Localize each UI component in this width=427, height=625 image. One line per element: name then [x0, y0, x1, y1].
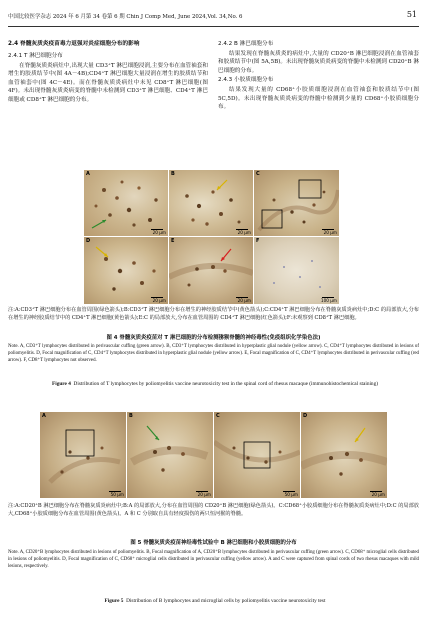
scale-bar	[151, 229, 163, 230]
figure-5-panel-d	[301, 412, 387, 498]
scale-bar	[370, 491, 382, 492]
panel-label: C	[216, 413, 220, 419]
paragraph-microglia: 结果发现大量的 CD68⁺小胶质细胞浸润在血管袖套和胶质结节中(图 5C,5D)。未出现脊髓灰质炎病变的脊髓中检测到少量的 CD68⁺小胶质细胞分布。	[218, 86, 419, 111]
panel-label: D	[303, 413, 308, 419]
figure-4-panel-b	[169, 170, 253, 236]
scale-bar	[236, 229, 248, 230]
scale-label: 20 μm	[237, 298, 251, 303]
page-number: 51	[406, 10, 417, 19]
scale-label: 50 μm	[110, 492, 124, 497]
figure-4-panel-c	[254, 170, 339, 236]
figure-4-panel-f	[254, 237, 339, 304]
tissue-texture	[40, 412, 126, 498]
panel-label: F	[256, 238, 260, 244]
panel-label: E	[171, 238, 175, 244]
scale-bar	[322, 297, 334, 298]
figure-5-panels	[40, 412, 387, 498]
figure-4-panel-a	[84, 170, 168, 236]
right-column	[218, 40, 419, 112]
figure-5-title-en	[20, 597, 410, 605]
figure-4-caption-cn: 注:A:CD3⁺T 淋巴细胞分布在血管周围(绿色箭头);B:CD3⁺T 淋巴细胞分布在增生的神经胶质结节中(黄色箭头);C:CD4⁺T 淋巴细胞分布在脊髓灰质炎病灶中;D:C 的局部放大,分布在增生的神经胶质结节中的 CD4⁺T 淋巴细胞(黄色箭头);E:C 的局部放大,分布在血管周围的 CD4⁺T 淋巴细胞(红色箭头);F:未观察到 CD8⁺T 淋巴细胞。	[8, 307, 419, 321]
running-header	[8, 12, 419, 24]
tissue-texture	[254, 237, 339, 304]
scale-label: 20 μm	[237, 230, 251, 235]
left-column	[8, 40, 208, 105]
scale-bar	[236, 297, 248, 298]
subsection-title-microglia: 2.4.3 小胶质细胞分布	[218, 77, 274, 84]
subsection-title-t-lymphocytes: 2.4.1 T 淋巴细胞分布	[8, 53, 63, 59]
tissue-texture	[301, 412, 387, 498]
tissue-texture	[84, 237, 168, 304]
header-rule	[8, 26, 419, 27]
figure-5-label-en: Figure 5	[104, 598, 124, 604]
scale-label: 20 μm	[371, 492, 385, 497]
panel-label: A	[42, 413, 46, 419]
figure-5-panel-a	[40, 412, 126, 498]
tissue-texture	[254, 170, 339, 236]
paragraph-t-lymphocytes: 在脊髓灰质炎病灶中,出现大量 CD3⁺T 淋巴细胞浸润,主要分布在血管袖套和增生的胶质结节中(图 4A－4B);CD4⁺T 淋巴细胞大量浸润在增生的胶质结节和血管袖套中(图 4C－4E)。而在脊髓灰质炎病灶中未见 CD8⁺T 淋巴细胞(图 4F)。未出现脊髓灰质炎病变的脊髓中未检测到 CD3⁺T 淋巴细胞、CD4⁺T 淋巴细胞或 CD8⁺T 淋巴细胞的分布。	[8, 62, 208, 103]
figure-4-label-en: Figure 4	[51, 381, 71, 387]
scale-bar	[196, 491, 208, 492]
figure-4-title-en-text: Distribution of T lymphocytes by poliomyelitis vaccine neurotoxicity test in the spinal cord of rhesus macaque (immunohistochemical staining)	[73, 381, 378, 387]
scale-label: 20 μm	[323, 230, 337, 235]
figure-4-title-en	[20, 380, 410, 388]
paragraph-b-lymphocytes: 结果发现在脊髓灰质炎的病灶中,大量的 CD20⁺B 淋巴细胞浸润在血管袖套和胶质结节中(图 5A,5B)。未出现脊髓灰质炎病变的脊髓中未检测到 CD20⁺B 淋巴细胞的分布。	[218, 50, 419, 74]
panel-label: B	[129, 413, 133, 419]
tissue-texture	[169, 237, 253, 304]
scale-bar	[283, 491, 295, 492]
tissue-texture	[127, 412, 213, 498]
scale-bar	[109, 491, 121, 492]
figure-4-panels	[84, 170, 339, 304]
scale-bar	[151, 297, 163, 298]
scale-bar	[322, 229, 334, 230]
figure-4-panel-d	[84, 237, 168, 304]
figure-5-panel-c	[214, 412, 300, 498]
figure-4-panel-e	[169, 237, 253, 304]
journal-citation: 中国比较医学杂志 2024 年 6 月第 34 卷第 6 期 Chin J Comp Med, June 2024,Vol. 34,No. 6	[8, 14, 243, 20]
scale-label: 20 μm	[152, 230, 166, 235]
panel-label: C	[256, 171, 260, 177]
figure-5-title-cn: 图 5 脊髓灰质炎疫苗神经毒性试验中 B 淋巴细胞和小胶质细胞的分布	[130, 540, 297, 546]
figure-5-caption-cn: 注:A:CD20⁺B 淋巴细胞分布在脊髓灰质炎病灶中;B:A 的局部放大,分布在血管周围的 CD20⁺B 淋巴细胞(绿色箭头)。C:CD68⁺小胶质细胞分布在脊髓灰质炎病灶中;D:C 的局部放大,CD68⁺小胶质细胞分布在血管周围(黄色箭头)。A 和 C 分别取自具有轻度损伤的两只恒河猴的脊髓。	[8, 503, 419, 517]
tissue-texture	[84, 170, 168, 236]
figure-5-caption-en: Note. A, CD20⁺B lymphocytes distributed in lesions of poliomyelitis. B, Focal magnification of A, CD20⁺B lymphocytes distributed in perivascular cuffing (green arrow). C, CD68⁺ microglial cells distributed in lesions of poliomyelitis. D, Focal magnification of C, CD68⁺ microglial cells distributed in perivascular cuffing (yellow arrow). A and C were captured from spinal cords of two rhesus macaques with mild lesions, respectively.	[8, 550, 419, 570]
tissue-texture	[169, 170, 253, 236]
panel-label: A	[86, 171, 90, 177]
scale-label: 50 μm	[284, 492, 298, 497]
figure-5-title-en-text: Distribution of B lymphocytes and microglial cells by poliomyelitis vaccine neurotoxicity test	[126, 598, 326, 604]
scale-label: 20 μm	[197, 492, 211, 497]
figure-4-title-cn: 图 4 脊髓灰质炎疫苗对 T 淋巴细胞的分布检测猕猴脊髓的神经毒性(免疫组织化学染色法)	[106, 335, 321, 341]
subsection-title-b-lymphocytes: 2.4.2 B 淋巴细胞分布	[218, 41, 274, 47]
tissue-texture	[214, 412, 300, 498]
figure-5-panel-b	[127, 412, 213, 498]
section-title: 2.4 脊髓灰质炎疫苗毒力返强对炎症细胞分布的影响	[8, 41, 140, 47]
scale-label: 20 μm	[152, 298, 166, 303]
panel-label: B	[171, 171, 175, 177]
panel-label: D	[86, 238, 91, 244]
figure-4-caption-en: Note. A, CD3⁺T lymphocytes distributed in perivascular cuffing (green arrow). B, CD3⁺T lymphocytes distributed in hyperplastic glial nodule (yellow arrow). C, CD4⁺T lymphocytes distributed in lesions of poliomyelitis. D, Focal magnification of C, CD4⁺T lymphocytes distributed in hyperplastic glial nodule (yellow arrow). E, Focal magnification of C, CD4⁺T lymphocytes distributed in perivascular cuffing (red arrow). F, CD8⁺T lymphocytes not observed.	[8, 344, 419, 364]
scale-label: 100 μm	[320, 298, 337, 303]
